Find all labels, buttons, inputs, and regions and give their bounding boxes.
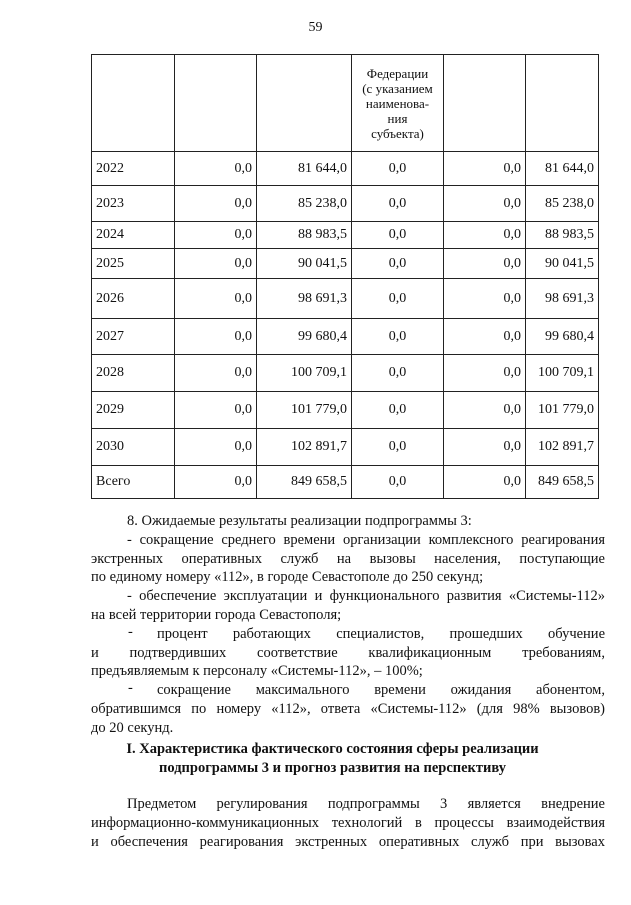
header-note-line: ния: [387, 110, 408, 126]
value-cell: 0,0: [175, 222, 257, 249]
year-cell: 2024: [92, 222, 175, 249]
value-cell: 0,0: [444, 355, 526, 392]
total-cell: 85 238,0: [526, 186, 599, 222]
value-cell: 0,0: [352, 152, 444, 186]
section-heading: [60, 740, 605, 778]
list-dash: -: [128, 624, 133, 640]
table-row: [92, 392, 599, 429]
section-paragraph: [91, 795, 605, 851]
value-cell: 98 691,3: [257, 279, 352, 319]
paragraph-line: и обеспечения реагирования экстренных оперативных служб при вызовах: [91, 833, 605, 850]
paragraph-line: Предметом регулирования подпрограммы 3 является внедрение: [127, 796, 605, 812]
results-item-3-line: процент работающих специалистов, прошедших обучение: [157, 625, 605, 642]
value-cell: 0,0: [352, 222, 444, 249]
value-cell: 0,0: [352, 186, 444, 222]
total-cell: 81 644,0: [526, 152, 599, 186]
value-cell: 0,0: [444, 319, 526, 355]
paragraph-line: информационно-коммуникационных технологий в процессы взаимодействия: [91, 814, 605, 831]
year-cell: 2027: [92, 319, 175, 355]
total-cell: 849 658,5: [526, 466, 599, 499]
results-item-4-line: до 20 секунд.: [91, 719, 174, 736]
value-cell: 0,0: [175, 152, 257, 186]
year-cell: 2022: [92, 152, 175, 186]
header-cell: [526, 55, 599, 152]
funding-table: [91, 54, 599, 499]
value-cell: 0,0: [444, 222, 526, 249]
value-cell: 0,0: [444, 429, 526, 466]
value-cell: 101 779,0: [257, 392, 352, 429]
total-cell: 88 983,5: [526, 222, 599, 249]
year-cell: Всего: [92, 466, 175, 499]
value-cell: 0,0: [444, 466, 526, 499]
value-cell: 81 644,0: [257, 152, 352, 186]
value-cell: 0,0: [444, 186, 526, 222]
year-cell: 2029: [92, 392, 175, 429]
value-cell: 85 238,0: [257, 186, 352, 222]
value-cell: 0,0: [175, 429, 257, 466]
year-cell: 2025: [92, 249, 175, 279]
results-item-3-line: и подтвердивших соответствие квалификационным требованиям,: [91, 644, 605, 661]
header-cell: [92, 55, 175, 152]
value-cell: 0,0: [444, 152, 526, 186]
value-cell: 0,0: [175, 319, 257, 355]
total-cell: 98 691,3: [526, 279, 599, 319]
header-note-line: субъекта): [371, 125, 424, 141]
value-cell: 0,0: [352, 319, 444, 355]
value-cell: 0,0: [444, 279, 526, 319]
value-cell: 0,0: [175, 279, 257, 319]
results-item-2-line: - обеспечение эксплуатации и функционального развития «Системы-112»: [127, 588, 605, 605]
header-cell: [257, 55, 352, 152]
value-cell: 0,0: [444, 392, 526, 429]
header-note-line: (с указанием: [362, 80, 433, 96]
table-row: [92, 319, 599, 355]
value-cell: 0,0: [352, 392, 444, 429]
value-cell: 0,0: [352, 466, 444, 499]
value-cell: 0,0: [352, 429, 444, 466]
header-cell: [444, 55, 526, 152]
table-row: [92, 279, 599, 319]
value-cell: 100 709,1: [257, 355, 352, 392]
table-row: [92, 186, 599, 222]
value-cell: 849 658,5: [257, 466, 352, 499]
value-cell: 0,0: [175, 249, 257, 279]
total-cell: 90 041,5: [526, 249, 599, 279]
table-row: [92, 152, 599, 186]
results-title: 8. Ожидаемые результаты реализации подпрограммы 3:: [127, 513, 472, 529]
value-cell: 99 680,4: [257, 319, 352, 355]
year-cell: 2030: [92, 429, 175, 466]
results-item-4-line: обратившимся по номеру «112», ответа «Системы-112» (для 98% вызовов): [91, 700, 605, 717]
section-heading-line: I. Характеристика фактического состояния сферы реализации: [126, 741, 539, 757]
header-cell-federation: [352, 55, 444, 152]
value-cell: 0,0: [444, 249, 526, 279]
value-cell: 88 983,5: [257, 222, 352, 249]
value-cell: 0,0: [175, 392, 257, 429]
results-item-1-line: - сокращение среднего времени организации комплексного реагирования: [127, 531, 605, 548]
value-cell: 0,0: [352, 249, 444, 279]
year-cell: 2028: [92, 355, 175, 392]
table-row: [92, 249, 599, 279]
total-cell: 100 709,1: [526, 355, 599, 392]
header-note-line: наименова-: [365, 95, 430, 111]
year-cell: 2026: [92, 279, 175, 319]
list-dash: -: [128, 680, 133, 696]
page-number: 59: [308, 20, 323, 35]
value-cell: 0,0: [175, 466, 257, 499]
results-item-2-line: на всей территории города Севастополя;: [91, 606, 342, 623]
header-note-line: Федерации: [366, 65, 429, 81]
year-cell: 2023: [92, 186, 175, 222]
results-item-4-line: сокращение максимального времени ожидания абонентом,: [157, 682, 605, 699]
results-item-1-line: по единому номеру «112», в городе Севастополе до 250 секунд;: [91, 569, 484, 586]
results-item-1-line: экстренных оперативных служб на вызовы населения, поступающие: [91, 550, 605, 567]
value-cell: 0,0: [175, 186, 257, 222]
total-cell: 101 779,0: [526, 392, 599, 429]
header-cell: [175, 55, 257, 152]
value-cell: 0,0: [352, 355, 444, 392]
section-heading-line: подпрограммы 3 и прогноз развития на перспективу: [159, 759, 506, 776]
value-cell: 0,0: [175, 355, 257, 392]
results-block: [91, 512, 605, 738]
total-cell: 99 680,4: [526, 319, 599, 355]
table-row: [92, 355, 599, 392]
value-cell: 102 891,7: [257, 429, 352, 466]
table-row-total: [92, 466, 599, 499]
total-cell: 102 891,7: [526, 429, 599, 466]
table-row: [92, 429, 599, 466]
value-cell: 0,0: [352, 279, 444, 319]
table-header-row: [92, 55, 599, 152]
value-cell: 90 041,5: [257, 249, 352, 279]
table-row: [92, 222, 599, 249]
results-item-3-line: предъявляемым к персоналу «Системы-112», – 100%;: [91, 663, 423, 680]
